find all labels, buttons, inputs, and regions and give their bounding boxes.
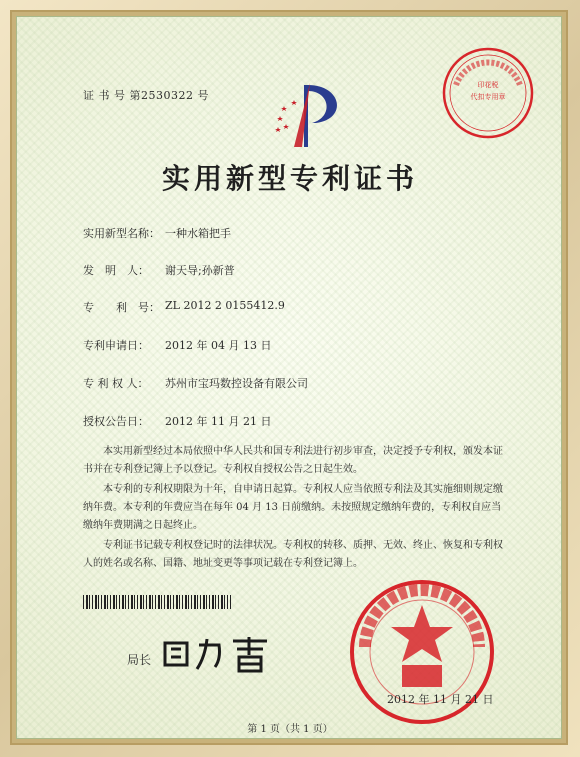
svg-text:代扣专用章: 代扣专用章 [470, 93, 506, 101]
issue-date: 2012 年 11 月 21 日 [387, 693, 494, 706]
grant-date-value: 2012 年 11 月 21 日 [165, 415, 272, 428]
director-label: 局长 [127, 653, 152, 667]
body-paragraph-3: 专利证书记载专利权登记时的法律状况。专利权的转移、质押、无效、终止、恢复和专利权人的姓名或名称、国籍、地址变更等事项记载在专利登记簿上。 [83, 540, 503, 569]
name-value: 一种水箱把手 [165, 227, 231, 240]
body-paragraph-2: 本专利的专利权期限为十年，自申请日起算。专利权人应当依照专利法及其实施细则规定缴纳年费。本专利的年费应当在每年 04 月 13 日前缴纳。未按照规定缴纳年费的，专利权自应当缴纳年费期满之日起终止。 [83, 484, 503, 531]
patent-office-logo-icon [272, 77, 352, 149]
barcode [83, 595, 231, 609]
name-label: 实用新型名称： [83, 227, 160, 240]
certificate-number: 证 书 号 第2530322 号 [83, 89, 209, 102]
agency-seal-icon [440, 45, 536, 141]
holder-label: 专 利 权 人： [83, 377, 149, 390]
holder-value: 苏州市宝玛数控设备有限公司 [165, 377, 308, 390]
apply-date-label: 专利申请日： [83, 339, 149, 352]
body-paragraph-1: 本实用新型经过本局依照中华人民共和国专利法进行初步审查，决定授予专利权，颁发本证书并在专利登记簿上予以登记。专利权自授权公告之日起生效。 [83, 446, 503, 475]
inventor-value: 谢天导;孙新普 [165, 264, 235, 277]
inventor-label: 发 明 人： [83, 264, 149, 277]
patent-number-value: ZL 2012 2 0155412.9 [165, 299, 285, 312]
svg-text:印花税: 印花税 [477, 81, 499, 89]
certificate-title: 实用新型专利证书 [161, 162, 418, 195]
page-number: 第 1 页（共 1 页） [247, 724, 333, 735]
certificate-paper [16, 16, 562, 739]
director-signature-icon [157, 629, 287, 675]
apply-date-value: 2012 年 04 月 13 日 [165, 339, 272, 352]
patent-number-label: 专 利 号： [83, 301, 160, 314]
grant-date-label: 授权公告日： [83, 415, 149, 428]
